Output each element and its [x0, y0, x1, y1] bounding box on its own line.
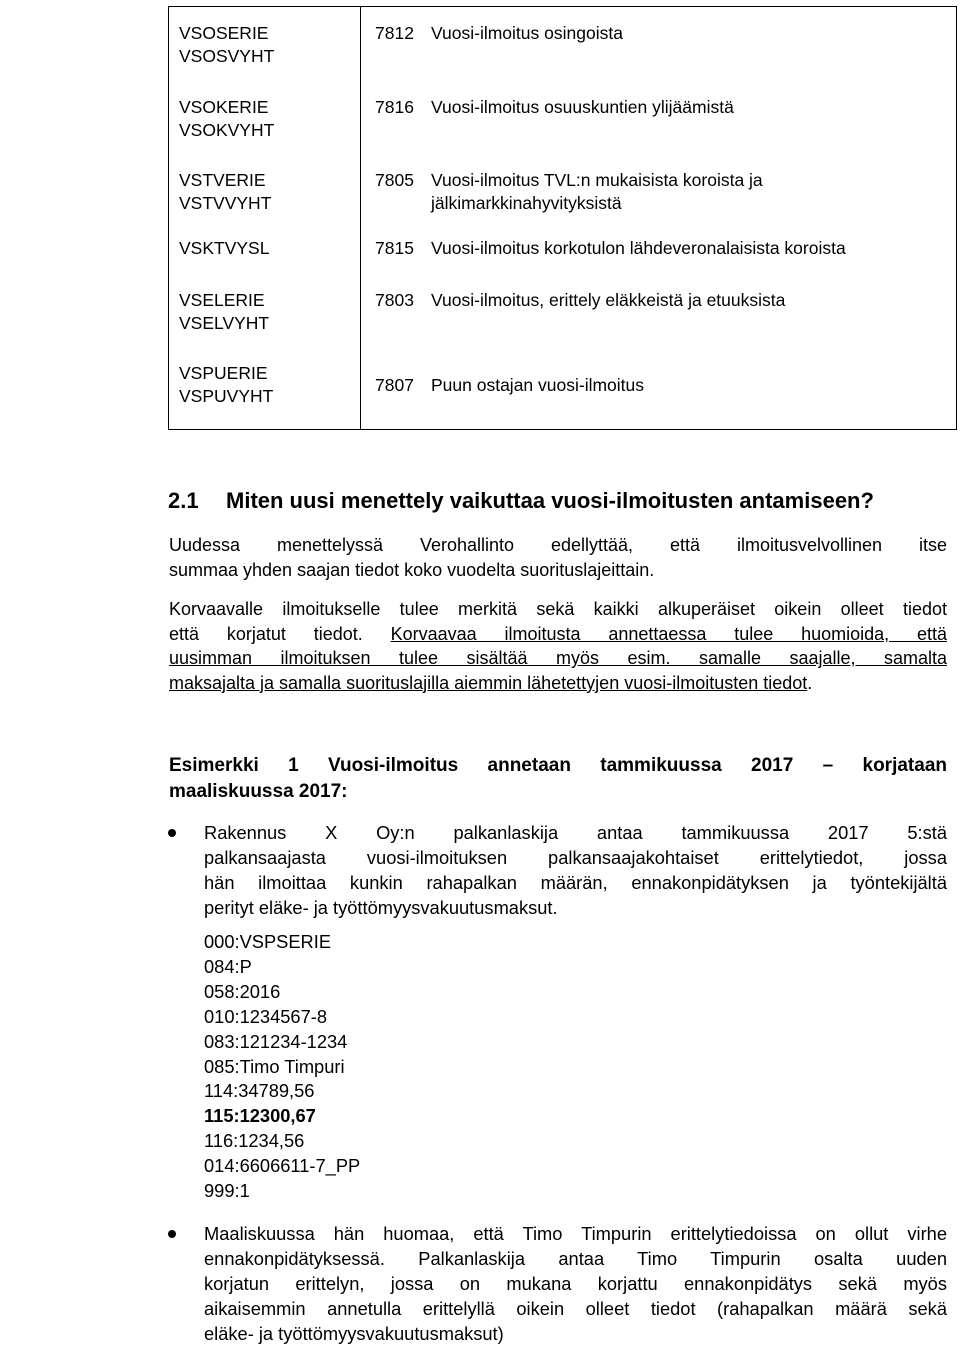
record-code: VSPUERIE	[179, 362, 268, 383]
table-cell-codes	[169, 153, 361, 225]
table-cell-number	[361, 275, 432, 349]
form-number: 7815	[375, 237, 414, 258]
bullet-line: Maaliskuussa hän huomaa, että Timo Timpurin erittelytiedoissa on ollut virhe	[204, 1223, 947, 1244]
bullet-line: ennakonpidätyksessä. Palkanlaskija antaa Timo Timpurin osalta uuden	[204, 1248, 947, 1269]
bullet-line: perityt eläke- ja työttömyysvakuutusmaksut.	[204, 897, 558, 918]
bullet-line: palkansaajasta vuosi-ilmoituksen palkansaajakohtaiset erittelytiedot, jossa	[204, 847, 947, 868]
example-heading-line: Esimerkki 1 Vuosi-ilmoitus annetaan tammikuussa 2017 – korjataan	[169, 755, 947, 776]
paragraph-line: summaa yhden saajan tiedot koko vuodelta suorituslajeittain.	[169, 559, 655, 580]
underlined-text: Korvaavaa ilmoitusta annettaessa tulee huomioida, että	[390, 623, 947, 644]
table-cell-codes	[169, 349, 361, 430]
code-line: 999:1	[204, 1180, 250, 1202]
table-cell-codes	[169, 7, 361, 80]
form-number: 7812	[375, 23, 414, 43]
table-cell-number	[361, 225, 432, 275]
form-description: jälkimarkkinahyvityksistä	[431, 192, 622, 213]
record-code: VSOSVYHT	[179, 46, 275, 66]
table-cell-number	[361, 153, 432, 225]
form-number: 7816	[375, 96, 414, 117]
bullet-text	[204, 1221, 947, 1346]
section-title: Miten uusi menettely vaikuttaa vuosi-ilmoitusten antamiseen?	[226, 488, 874, 513]
paragraph-text: .	[807, 672, 813, 693]
bullet-line: korjatun erittelyn, jossa on mukana korjattu ennakonpidätys sekä myös	[204, 1273, 947, 1294]
table-cell-description	[431, 349, 957, 430]
record-code: VSELERIE	[179, 289, 265, 310]
table-cell-number	[361, 80, 432, 153]
table-cell-number	[361, 7, 432, 80]
table-cell-description	[431, 7, 957, 80]
code-line: 014:6606611-7_PP	[204, 1155, 361, 1177]
table-cell-codes	[169, 275, 361, 349]
bullet-dot-icon	[168, 1230, 176, 1238]
table-cell-number	[361, 349, 432, 430]
table-row	[169, 80, 957, 153]
paragraph-text: että korjatut tiedot.	[169, 623, 391, 644]
code-line: 114:34789,56	[204, 1080, 315, 1102]
paragraph-summation	[169, 533, 947, 582]
bullet-line: hän ilmoittaa kunkin rahapalkan määrän, ennakonpidätyksen ja työntekijältä	[204, 872, 947, 893]
example-heading	[169, 753, 947, 805]
code-line: 084:P	[204, 955, 252, 977]
code-line: 085:Timo Timpuri	[204, 1055, 345, 1077]
example-heading-line: maaliskuussa 2017:	[169, 781, 348, 802]
form-code-table	[168, 6, 957, 430]
table-cell-codes	[169, 225, 361, 275]
code-line: 115:12300,67	[204, 1105, 316, 1127]
section-heading	[168, 487, 874, 515]
bullet-line: Rakennus X Oy:n palkanlaskija antaa tammikuussa 2017 5:stä	[204, 822, 947, 843]
section-number: 2.1	[168, 488, 199, 513]
form-description: Vuosi-ilmoitus osuuskuntien ylijäämistä	[431, 96, 734, 117]
table-cell-description	[431, 225, 957, 275]
table-cell-description	[431, 80, 957, 153]
table-cell-codes	[169, 80, 361, 153]
record-code: VSOSERIE	[179, 23, 269, 43]
paragraph-line	[169, 671, 947, 696]
form-number: 7803	[375, 289, 414, 310]
record-code: VSOKVYHT	[179, 119, 275, 140]
form-description: Puun ostajan vuosi-ilmoitus	[431, 374, 645, 395]
paragraph-line: Korvaavalle ilmoitukselle tulee merkitä sekä kaikki alkuperäiset oikein olleet tiedot	[169, 599, 947, 619]
record-code: VSOKERIE	[179, 96, 269, 117]
record-code: VSTVERIE	[179, 169, 266, 190]
bullet-line: aikaisemmin annetulla erittelyllä oikein olleet tiedot (rahapalkan määrä sekä	[204, 1298, 947, 1319]
form-description: Vuosi-ilmoitus TVL:n mukaisista koroista ja	[431, 169, 763, 190]
code-line: 058:2016	[204, 980, 281, 1002]
record-code: VSELVYHT	[179, 312, 270, 333]
underlined-text: maksajalta ja samalla suorituslajilla aiemmin lähetettyjen vuosi-ilmoitusten tiedot	[169, 672, 808, 693]
table-row	[169, 275, 957, 349]
paragraph-correction	[169, 597, 947, 695]
form-description: Vuosi-ilmoitus, erittely eläkkeistä ja etuuksista	[431, 289, 786, 310]
record-code-block	[204, 930, 360, 1204]
record-code: VSTVVYHT	[179, 192, 272, 213]
form-number: 7807	[375, 374, 414, 395]
form-description: Vuosi-ilmoitus korkotulon lähdeveronalaisista koroista	[431, 237, 846, 258]
table-cell-description	[431, 153, 957, 225]
table-row	[169, 349, 957, 430]
table-row	[169, 7, 957, 80]
table-row	[169, 225, 957, 275]
code-line: 116:1234,56	[204, 1130, 305, 1152]
bullet-text	[204, 820, 947, 920]
record-code: VSPUVYHT	[179, 385, 274, 406]
bullet-line: eläke- ja työttömyysvakuutusmaksut)	[204, 1323, 504, 1344]
form-number: 7805	[375, 169, 414, 190]
code-line: 083:121234-1234	[204, 1030, 348, 1052]
paragraph-line: Uudessa menettelyssä Verohallinto edellyttää, että ilmoitusvelvollinen itse	[169, 535, 947, 555]
bullet-dot-icon	[168, 829, 176, 837]
paragraph-line	[169, 622, 947, 647]
underlined-text: uusimman ilmoituksen tulee sisältää myös esim. samalle saajalle, samalta	[169, 648, 947, 669]
code-line: 010:1234567-8	[204, 1005, 328, 1027]
code-line: 000:VSPSERIE	[204, 931, 332, 952]
table-cell-description	[431, 275, 957, 349]
form-description: Vuosi-ilmoitus osingoista	[431, 23, 623, 43]
record-code: VSKTVYSL	[179, 237, 270, 258]
table-row	[169, 153, 957, 225]
